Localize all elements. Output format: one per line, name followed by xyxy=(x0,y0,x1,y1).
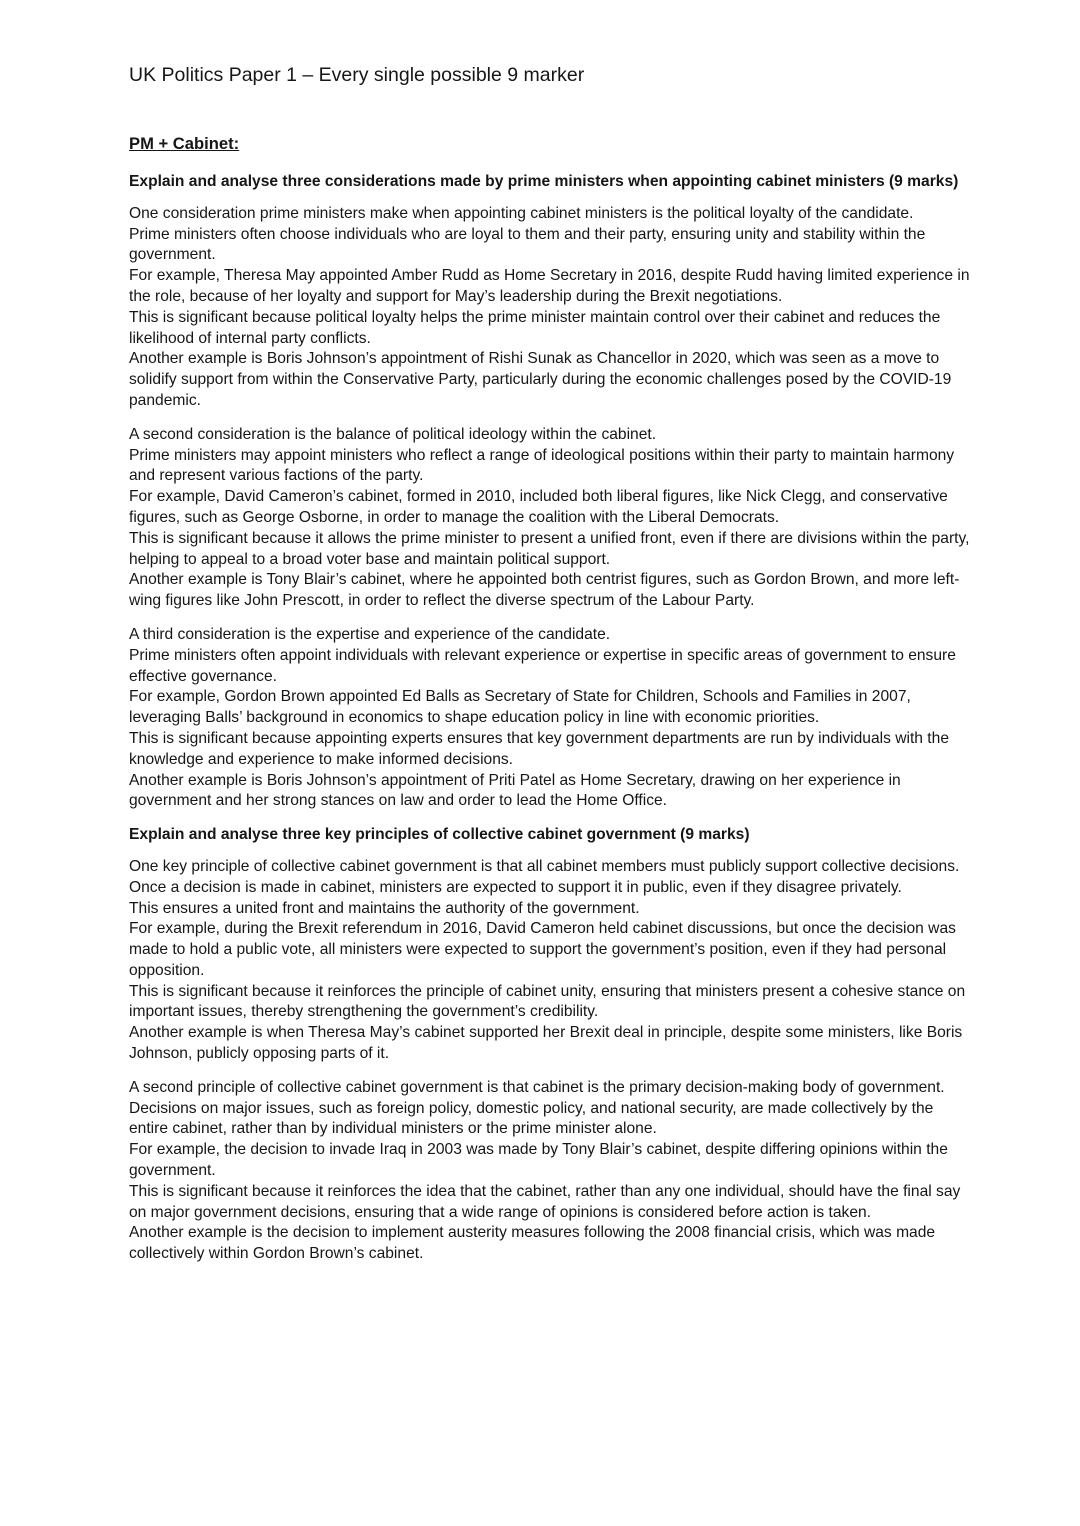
sentence-line: Prime ministers often appoint individuals with relevant experience or expertise in specific areas of government to ensure effective governance. xyxy=(129,646,956,685)
sentence-line: For example, Gordon Brown appointed Ed Balls as Secretary of State for Children, Schools and Families in 2007, leveraging Balls’ background in economics to shape education policy in line with economic priorities. xyxy=(129,688,911,727)
sentence-line: This is significant because it allows the prime minister to present a unified front, even if there are divisions within the party, helping to appeal to a broad voter base and maintain political support. xyxy=(129,529,970,568)
answer-paragraph xyxy=(129,1078,971,1265)
sentence-line: A second consideration is the balance of political ideology within the cabinet. xyxy=(129,425,657,443)
sentence-line: This is significant because appointing experts ensures that key government departments are run by individuals with the knowledge and experience to make informed decisions. xyxy=(129,729,949,768)
sentence-line: This is significant because political loyalty helps the prime minister maintain control over their cabinet and reduces the likelihood of internal party conflicts. xyxy=(129,308,941,347)
answer-paragraph xyxy=(129,625,971,812)
sentence-line: For example, the decision to invade Iraq in 2003 was made by Tony Blair’s cabinet, despite differing opinions within the government. xyxy=(129,1141,948,1180)
sentence-line: Prime ministers may appoint ministers who reflect a range of ideological positions within their party to maintain harmony and represent various factions of the party. xyxy=(129,446,955,485)
section-heading-pm-cabinet: PM + Cabinet: xyxy=(129,134,240,153)
sentence-line: For example, Theresa May appointed Amber Rudd as Home Secretary in 2016, despite Rudd having limited experience in the role, because of her loyalty and support for May’s leadership during the Brexit negotiations. xyxy=(129,267,970,305)
question-heading-collective-cabinet: Explain and analyse three key principles of collective cabinet government (9 marks) xyxy=(129,826,750,844)
sentence-line: A third consideration is the expertise and experience of the candidate. xyxy=(129,625,611,643)
sentence-line: Once a decision is made in cabinet, ministers are expected to support it in public, even if they disagree privately. xyxy=(129,878,902,896)
sentence-line: For example, during the Brexit referendum in 2016, David Cameron held cabinet discussions, but once the decision was made to hold a public vote, all ministers were expected to support the government’s position, even if they had personal opposition. xyxy=(129,920,956,979)
sentence-line: Another example is the decision to implement austerity measures following the 2008 financial crisis, which was made collectively within Gordon Brown’s cabinet. xyxy=(129,1224,936,1263)
question-heading-appointing-ministers: Explain and analyse three considerations made by prime ministers when appointing cabinet ministers (9 marks) xyxy=(129,173,959,190)
sentence-line: Another example is when Theresa May’s cabinet supported her Brexit deal in principle, despite some ministers, like Boris Johnson, publicly opposing parts of it. xyxy=(129,1024,963,1063)
answer-paragraph xyxy=(129,425,971,612)
sentence-line: One key principle of collective cabinet government is that all cabinet members must publicly support collective decisions. xyxy=(129,857,960,875)
sentence-line: For example, David Cameron’s cabinet, formed in 2010, included both liberal figures, like Nick Clegg, and conservative figures, such as George Osborne, in order to manage the coalition with the Liberal Democrats. xyxy=(129,488,948,526)
sentence-line: One consideration prime ministers make when appointing cabinet ministers is the political loyalty of the candidate. xyxy=(129,204,914,222)
sentence-line: Decisions on major issues, such as foreign policy, domestic policy, and national security, are made collectively by the entire cabinet, rather than by individual ministers or the prime minister alone. xyxy=(129,1099,934,1138)
sentence-line: A second principle of collective cabinet government is that cabinet is the primary decision-making body of government. xyxy=(129,1078,945,1096)
sentence-line: Another example is Boris Johnson’s appointment of Rishi Sunak as Chancellor in 2020, which was seen as a move to solidify support from within the Conservative Party, particularly during the economic challenges posed by the COVID-19 pandemic. xyxy=(129,350,952,409)
document-title: UK Politics Paper 1 – Every single possible 9 marker xyxy=(129,64,585,86)
answer-paragraph xyxy=(129,857,971,1065)
sentence-line: This ensures a united front and maintains the authority of the government. xyxy=(129,899,640,917)
sentence-line: This is significant because it reinforces the idea that the cabinet, rather than any one individual, should have the final say on major government decisions, ensuring that a wide range of opinions is considered before action is taken. xyxy=(129,1182,961,1221)
sentence-line: Prime ministers often choose individuals who are loyal to them and their party, ensuring unity and stability within the government. xyxy=(129,225,926,264)
sentence-line: Another example is Tony Blair’s cabinet, where he appointed both centrist figures, such as Gordon Brown, and more left-wing figures like John Prescott, in order to reflect the diverse spectrum of the Labour Party. xyxy=(129,571,960,610)
answer-paragraph xyxy=(129,204,971,412)
sentence-line: Another example is Boris Johnson’s appointment of Priti Patel as Home Secretary, drawing on her experience in government and her strong stances on law and order to lead the Home Office. xyxy=(129,771,901,810)
sentence-line: This is significant because it reinforces the principle of cabinet unity, ensuring that ministers present a cohesive stance on important issues, thereby strengthening the government’s credibility. xyxy=(129,982,966,1021)
